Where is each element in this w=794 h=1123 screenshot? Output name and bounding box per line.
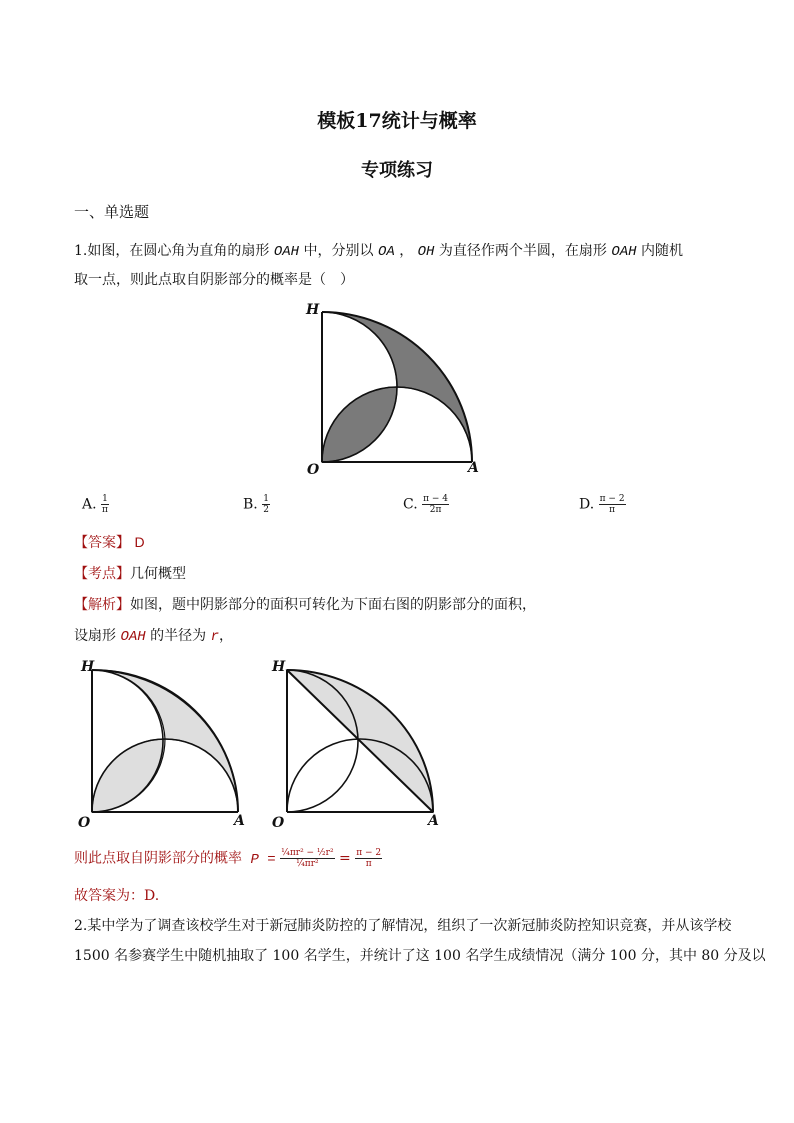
point-line: [74, 564, 186, 584]
point-tag: 【考点】: [74, 566, 130, 582]
option-letter: A.: [82, 496, 97, 513]
q2-line1: 2.某中学为了调查该校学生对于新冠肺炎防控的了解情况，组织了一次新冠肺炎防控知识竞赛，并从该学校: [74, 918, 732, 934]
q1-stem-text: 内随机: [641, 243, 684, 259]
q1-stem-text: 1.如图，在圆心角为直角的扇形: [74, 243, 270, 259]
fig3-label-a: A: [428, 813, 439, 829]
option-fraction: [599, 494, 626, 515]
answer-line: [74, 532, 145, 553]
q1-figure-right: [275, 660, 455, 830]
analysis-line: [74, 595, 536, 615]
fig1-label-a: A: [468, 460, 479, 476]
probability-fraction: [280, 848, 334, 869]
radius-var-oah: OAH: [120, 629, 146, 645]
section-heading: 一、单选题: [74, 203, 150, 221]
fraction-numerator: π − 4: [423, 494, 449, 504]
q1-stem-text: 为直径作两个半圆，在扇形: [438, 243, 607, 259]
answer-tag: 【答案】: [74, 535, 130, 551]
page-title: 模板17统计与概率: [317, 110, 477, 132]
analysis-tag: 【解析】: [74, 597, 130, 613]
point-value: 几何概型: [130, 566, 186, 582]
analysis-text: 如图，题中阴影部分的面积可转化为下面右图的阴影部分的面积，: [130, 597, 536, 613]
q1-var-oh: OH: [417, 244, 435, 260]
option-a[interactable]: [82, 494, 109, 515]
fraction-numerator: π − 2: [599, 494, 625, 504]
fig2-label-a: A: [234, 813, 245, 829]
q1-figure: [300, 300, 500, 480]
q1-var-oa: OA: [377, 244, 395, 260]
q1-stem-line2: 取一点，则此点取自阴影部分的概率是（ ）: [74, 272, 354, 288]
fraction-denominator: ¼πr²: [296, 859, 319, 869]
fraction-numerator: π − 2: [356, 848, 382, 858]
fig3-label-h: H: [272, 659, 286, 675]
equals-sign: =: [339, 850, 351, 867]
q1-stem-text: 中，分别以: [303, 243, 374, 259]
fig2-label-h: H: [81, 659, 95, 675]
fraction-denominator: 2: [263, 505, 269, 515]
probability-text: 则此点取自阴影部分的概率: [74, 850, 242, 867]
q1-stem-text: ，: [399, 243, 414, 259]
option-b[interactable]: [243, 494, 270, 515]
q1-figure-left: [80, 660, 260, 830]
answer-value: D: [134, 534, 145, 550]
fig1-label-h: H: [306, 302, 320, 318]
fraction-denominator: π: [609, 505, 616, 515]
fraction-denominator: π: [102, 505, 108, 515]
option-fraction: [262, 494, 270, 515]
shaded-lens-lower: [322, 387, 397, 462]
q1-var-oah: OAH: [273, 244, 300, 260]
option-letter: B.: [243, 496, 258, 513]
final-answer: 故答案为：D.: [74, 888, 160, 904]
radius-text: 的半径为: [150, 628, 207, 644]
fraction-denominator: 2π: [429, 505, 442, 515]
radius-text: ，: [218, 628, 233, 644]
fig1-label-o: O: [307, 462, 320, 478]
probability-symbol: P =: [250, 851, 276, 868]
fraction-denominator: π: [365, 859, 372, 869]
page-subtitle: 专项练习: [361, 160, 433, 181]
option-letter: C.: [403, 496, 418, 513]
fraction-numerator: ¼πr² − ½r²: [281, 848, 334, 858]
option-fraction: [422, 494, 449, 515]
option-d[interactable]: [579, 494, 626, 515]
radius-line: [74, 626, 233, 647]
fraction-numerator: 1: [263, 494, 269, 504]
option-letter: D.: [579, 496, 595, 513]
probability-result: [355, 848, 382, 869]
option-fraction: [101, 494, 109, 515]
probability-line: [74, 848, 382, 870]
q2-line2: 1500 名参赛学生中随机抽取了 100 名学生，并统计了这 100 名学生成绩情况（满分 100 分，其中 80 分及以: [74, 948, 766, 964]
radius-var-r: r: [210, 629, 219, 645]
fraction-numerator: 1: [102, 494, 108, 504]
option-c[interactable]: [403, 494, 449, 515]
fig3-label-o: O: [272, 815, 285, 831]
fig2-label-o: O: [78, 815, 91, 831]
q1-stem-line1: [74, 241, 683, 262]
q1-var-oah: OAH: [611, 244, 637, 260]
radius-text: 设扇形: [74, 628, 116, 644]
